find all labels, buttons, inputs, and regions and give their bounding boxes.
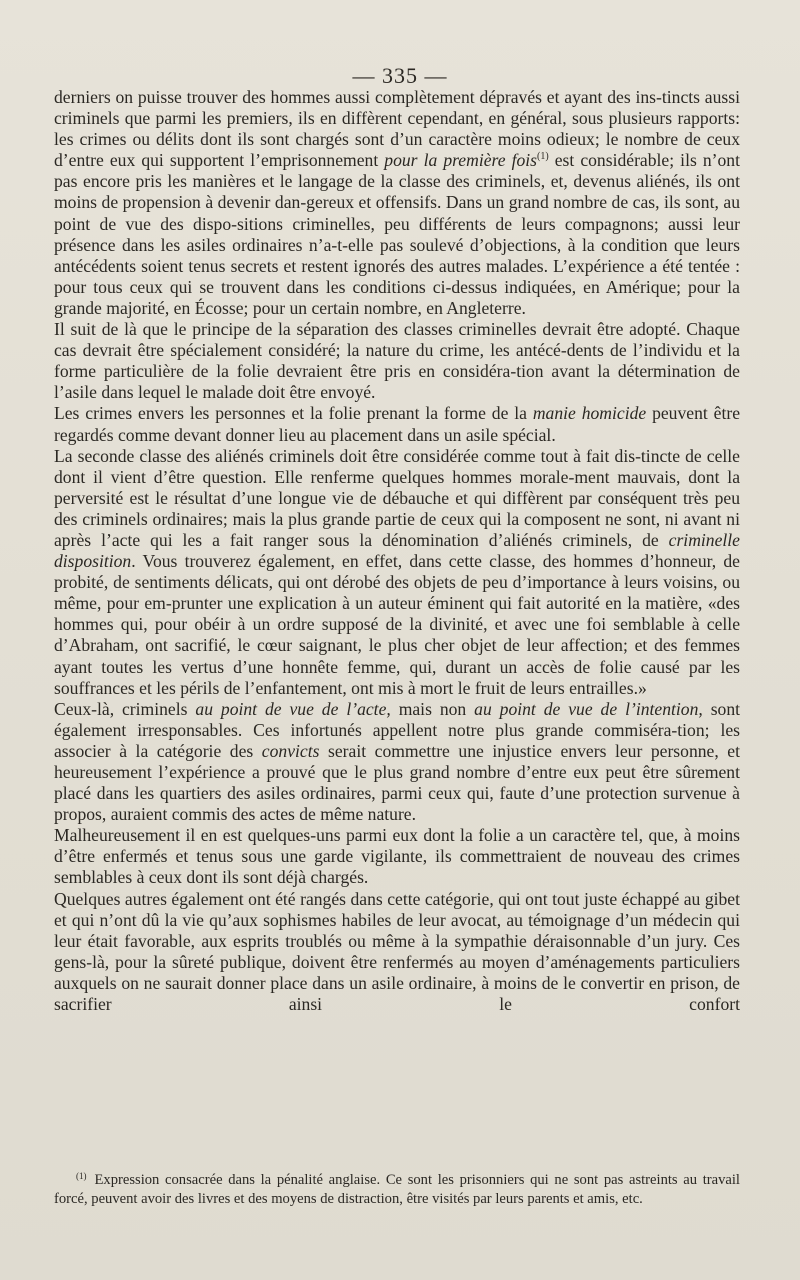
page-number: — 335 — bbox=[352, 63, 448, 88]
footnote-text: Expression consacrée dans la pénalité anglaise. Ce sont les prisonniers qui ne sont pas astreints au travail forcé, peuvent avoir des livres et des moyens de distraction, être visités par leurs parents et amis, etc. bbox=[54, 1172, 740, 1207]
paragraph-1-text-a: derniers on puisse trouver des hommes aussi complètement dépravés et ayant des ins-tincts aussi criminels que parmi les premiers, ils en diffèrent cependant, en général, sous plusieurs rapports: les crimes ou délits dont ils sont chargés sont d’un caractère moins odieux; le nombre de ceux d’entre eux qui supportent l’emprisonnement bbox=[54, 87, 740, 171]
paragraph-5-italic-b: au point de vue de l’intention, bbox=[474, 698, 703, 719]
paragraph-5-text-c: sont également irresponsables. Ces infortunés appellent notre plus grande commiséra-tion; les associer à la catégorie des bbox=[54, 698, 741, 761]
paragraph-3 bbox=[54, 403, 740, 445]
paragraph-5-text-d: serait commettre une injustice envers leur personne, et heureusement l’expérience a prouvé que le plus grand nombre d’entre eux peut être sûrement placé dans les quartiers des asiles ordinaires, parmi ceux qui, faute d’une protection survenue à propos, auraient commis des actes de même nature. bbox=[54, 740, 740, 825]
paragraph-4-text-b: . Vous trouverez également, en effet, dans cette classe, des hommes d’honneur, de probité, de sentiments délicats, qui ont dérobé des objets de peu d’importance à leurs voisins, ou même, pour em-prunter une explication à un auteur éminent qui fait autorité en la matière, «des hommes qui, pour obéir à un ordre supposé de la divinité, et avec une foi semblable à celle d’Abraham, ont sacrifié, le cœur saignant, le plus cher objet de leur affection; et des femmes ayant toutes les vertus d’une honnête femme, qui, durant un accès de folie causé par les souffrances et les périls de l’enfantement, ont mis à mort le fruit de leurs entrailles.» bbox=[54, 551, 740, 698]
paragraph-4-text-a: La seconde classe des aliénés criminels doit être considérée comme tout à fait dis-tincte de celle dont il vient d’être question. Elle renferme quelques hommes morale-ment mauvais, dont la perversité est le résultat d’une longue vie de débauche et qui diffèrent par conséquent très peu des criminels ordinaires; mais la plus grande partie de ceux qui la composent ne sont, ni avant ni après l’acte qui les a fait ranger sous la dénomination d’aliénés criminels, de bbox=[54, 445, 740, 550]
paragraph-1 bbox=[54, 87, 740, 319]
paragraph-7: Quelques autres également ont été rangés dans cette catégorie, qui ont tout juste échappé au gibet et qui n’ont dû la vie qu’aux sophismes habiles de leur avocat, au témoignage d’un médecin qui leur était favorable, aux esprits troublés ou même à la sympathie déraisonnable d’un jury. Ces gens-là, pour la sûreté publique, doivent être renfermés au moyen d’aménagements particuliers auxquels on ne saurait donner place dans un asile ordinaire, à moins de le convertir en prison, de sacrifier ainsi le confort bbox=[54, 888, 740, 1015]
paragraph-5-italic-a: au point de vue de l’acte, bbox=[195, 698, 391, 719]
paragraph-4-italic: criminelle disposition bbox=[54, 529, 740, 572]
paragraph-5-italic-c: convicts bbox=[261, 740, 320, 761]
paragraph-3-italic: manie homicide bbox=[532, 403, 647, 424]
body-text bbox=[54, 87, 740, 1015]
paragraph-3-text-a: Les crimes envers les personnes et la folie prenant la forme de la bbox=[54, 403, 533, 424]
footnote bbox=[54, 1167, 740, 1209]
paragraph-5-text-a: Ceux-là, criminels bbox=[54, 698, 196, 719]
paragraph-5 bbox=[54, 699, 740, 826]
paragraph-4 bbox=[54, 446, 740, 699]
footnote-mark: (1) bbox=[76, 1171, 87, 1181]
paragraph-1-italic: pour la première fois bbox=[384, 150, 537, 171]
footnote-reference: (1) bbox=[537, 151, 549, 163]
paragraph-2: Il suit de là que le principe de la séparation des classes criminelles devrait être adopté. Chaque cas devrait être spécialement considéré; la nature du crime, les antécé-dents de l’individu et la forme particulière de la folie devraient être pris en considéra-tion avant la détermination de l’asile dans lequel le malade doit être envoyé. bbox=[54, 319, 740, 403]
paragraph-3-text-b: peuvent être regardés comme devant donner lieu au placement dans un asile spécial. bbox=[54, 403, 741, 445]
paragraph-1-text-b: est considérable; ils n’ont pas encore pris les manières et le langage de la classe des criminels, et, devenus aliénés, ils ont moins de propension à devenir dan-gereux et offensifs. Dans un grand nombre de cas, ils sont, au point de vue des dispo-sitions criminelles, peu différents de leurs compagnons; aussi leur présence dans les asiles ordinaires n’a-t-elle pas soulevé d’objections, à la condition que leurs antécédents soient tenus secrets et restent ignorés des autres malades. L’expérience a été tentée : pour tous ceux qui se trouvent dans les conditions ci-dessus indiquées, en Amérique; pour la grande majorité, en Écosse; pour un certain nombre, en Angleterre. bbox=[54, 150, 740, 318]
paragraph-6: Malheureusement il en est quelques-uns parmi eux dont la folie a un caractère tel, que, à moins d’être enfermés et tenus sous une garde vigilante, ils commettraient de nouveau des crimes semblables à ceux dont ils sont déjà chargés. bbox=[54, 825, 740, 888]
paragraph-5-text-b: mais non bbox=[390, 698, 475, 719]
